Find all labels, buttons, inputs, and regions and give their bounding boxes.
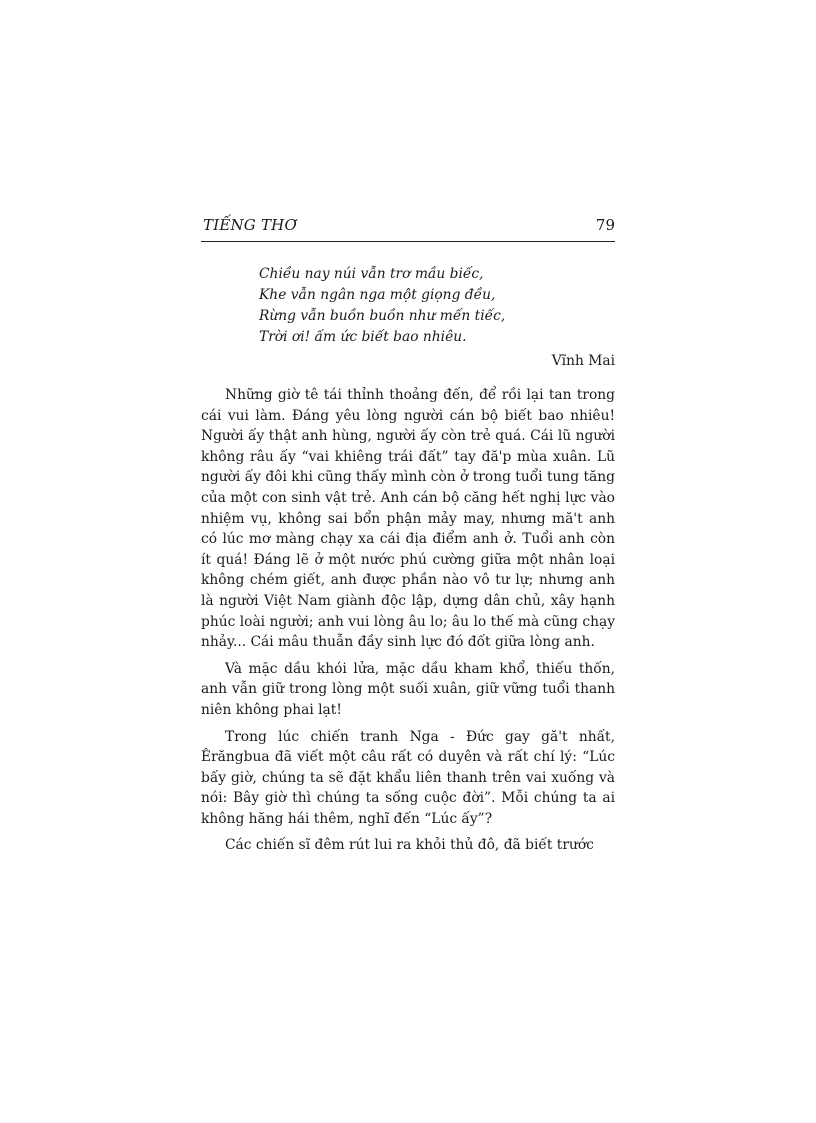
paragraph: Những giờ tê tái thỉnh thoảng đến, để rồi lại tan trong cái vui làm. Đáng yêu lòng người cán bộ biết bao nhiêu! Người ấy thật anh hùng, người ấy còn trẻ quá. Cái lũ người không râu ấy “vai khiêng trái đất” tay đă'p mùa xuân. Lũ người ấy đôi khi cũng thấy mình còn ở trong tuổi tung tăng của một con sinh vật trẻ. Anh cán bộ căng hết nghị lực vào nhiệm vụ, không sai bổn phận mảy may, nhưng mă't anh có lúc mơ màng chạy xa cái địa điểm anh ở. Tuổi anh còn ít quá! Đáng lẽ ở một nước phú cường giữa một nhân loại không chém giết, anh được phần nào vô tư lự; nhưng anh là người Việt Nam giành độc lập, dựng dân chủ, xây hạnh phúc loài người; anh vui lòng âu lo; âu lo thế mà cũng chạy nhảy... Cái mâu thuẫn đầy sinh lực đó đốt giữa lòng anh. xyxy=(201,387,615,651)
body-text xyxy=(201,385,615,862)
poem-line: Rừng vẫn buồn buồn như mến tiếc, xyxy=(259,308,506,324)
page-header xyxy=(203,216,615,242)
poem-line: Chiều nay núi vẫn trơ mầu biếc, xyxy=(259,266,484,282)
poem-author: Vĩnh Mai xyxy=(551,353,615,369)
poem-line: Khe vẫn ngân nga một giọng đều, xyxy=(259,287,496,303)
paragraph: Trong lúc chiến tranh Nga - Đức gay gă't nhất, Êrăngbua đã viết một câu rất có duyên và rất chí lý: “Lúc bấy giờ, chúng ta sẽ đặt khẩu liên thanh trên vai xuống và nói: Bây giờ thì chúng ta sống cuộc đời”. Mỗi chúng ta ai không hăng hái thêm, nghĩ đến “Lúc ấy”? xyxy=(201,728,615,827)
header-rule xyxy=(201,241,615,242)
poem-line: Trời ơi! ấm ức biết bao nhiêu. xyxy=(259,329,467,345)
paragraph: Và mặc dầu khói lửa, mặc dầu kham khổ, thiếu thốn, anh vẫn giữ trong lòng một suối xuân, giữ vững tuổi thanh niên không phai lạt! xyxy=(201,660,615,718)
paragraph: Các chiến sĩ đêm rút lui ra khỏi thủ đô, đã biết trước xyxy=(225,837,594,854)
page-number: 79 xyxy=(595,216,615,234)
poem-block xyxy=(259,264,599,348)
running-title: TIẾNG THƠ xyxy=(203,216,297,234)
